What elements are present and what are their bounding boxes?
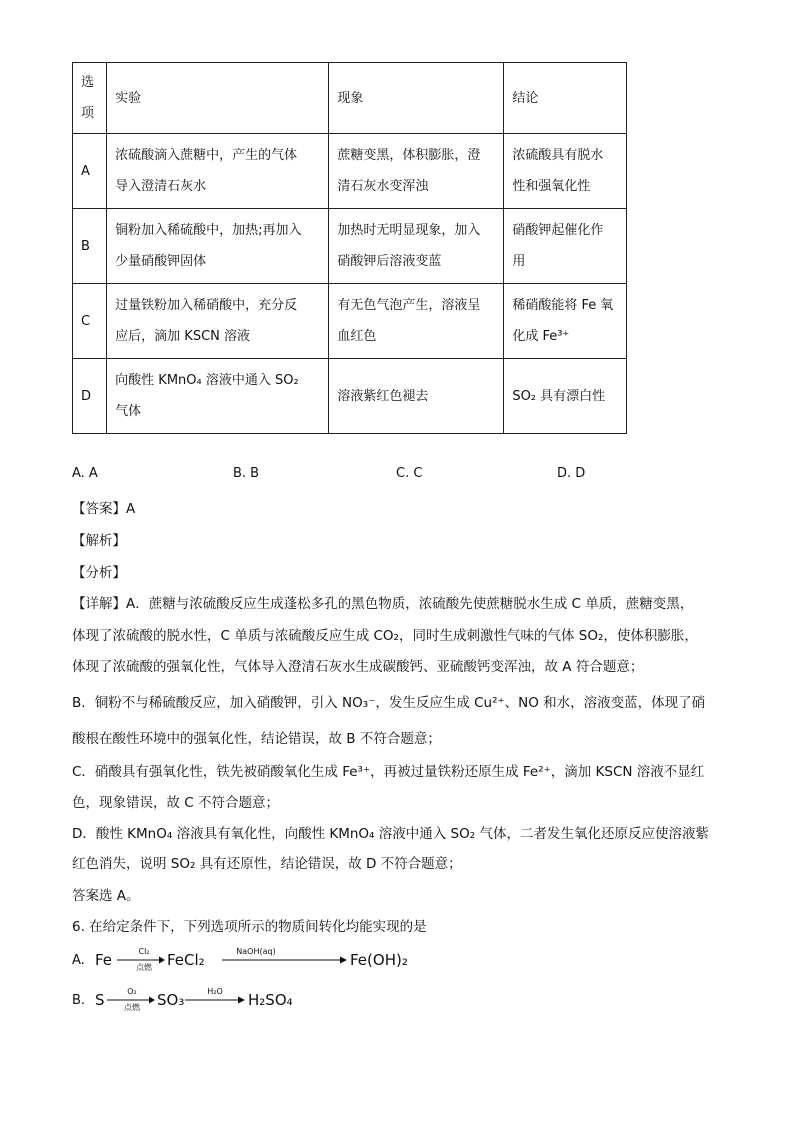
row-conclusion <box>504 134 627 209</box>
row-option: C <box>73 284 107 359</box>
reaction-species-2: SO₃ <box>157 991 185 1009</box>
detail-line-7: 色，现象错误，故 C 不符合题意； <box>72 795 280 811</box>
cell-line: 向酸性 KMnO₄ 溶液中通入 SO₂ <box>115 373 299 388</box>
reaction-option-a <box>72 947 408 975</box>
cell-line: 加热时无明显现象，加入 <box>337 223 481 238</box>
reaction-species-3: Fe(OH)₂ <box>350 951 408 969</box>
row-experiment <box>107 284 329 359</box>
answer-tag: 【答案】 <box>72 501 126 517</box>
row-conclusion: SO₂ 具有漂白性 <box>504 359 627 434</box>
detail-line-6: C．硝酸具有强氧化性，铁先被硝酸氧化生成 Fe³⁺，再被过量铁粉还原生成 Fe²⁺，滴加 KSCN 溶液不显红 <box>72 764 705 780</box>
detail-line-3: 体现了浓硫酸的强氧化性，气体导入澄清石灰水生成碳酸钙、亚硫酸钙变浑浊，故 A 符合题意； <box>72 659 644 675</box>
cell-line: 浓硫酸具有脱水 <box>512 148 604 163</box>
detail-text: A．蔗糖与浓硫酸反应生成蓬松多孔的黑色物质，浓硫酸先使蔗糖脱水生成 C 单质，蔗糖变黑， <box>126 596 694 612</box>
detail-line-1 <box>72 592 693 612</box>
reaction-condition-1-top: Cl₂ <box>138 947 150 956</box>
header-phenomenon: 现象 <box>329 63 504 134</box>
cell-line: 有无色气泡产生，溶液呈 <box>337 298 481 313</box>
table-row-b <box>73 209 627 284</box>
table-row-d <box>73 359 627 434</box>
detail-line-10: 答案选 A。 <box>72 888 140 904</box>
header-option-char-1: 选 <box>81 75 95 90</box>
row-option: A <box>73 134 107 209</box>
row-experiment <box>107 209 329 284</box>
row-experiment <box>107 359 329 434</box>
header-conclusion: 结论 <box>504 63 627 134</box>
cell-line: 蔗糖变黑，体积膨胀，澄 <box>337 148 481 163</box>
reaction-label: A. <box>72 953 85 968</box>
cell-line: 硝酸钾后溶液变蓝 <box>337 254 442 269</box>
reaction-label: B. <box>72 993 86 1008</box>
reaction-condition-1-bottom: 点燃 <box>124 1003 140 1012</box>
cell-line: 应后，滴加 KSCN 溶液 <box>115 329 251 344</box>
cell-line: 稀硝酸能将 Fe 氧 <box>512 298 614 313</box>
experiment-table <box>72 62 627 434</box>
cell-line: 硝酸钾起催化作 <box>512 223 604 238</box>
cell-line: 清石灰水变浑浊 <box>337 179 429 194</box>
detail-line-9: 红色消失，说明 SO₂ 具有还原性，结论错误，故 D 不符合题意； <box>72 856 462 872</box>
detail-line-5: 酸根在酸性环境中的强氧化性，结论错误，故 B 不符合题意； <box>72 731 441 747</box>
detail-line-4: B．铜粉不与稀硫酸反应，加入硝酸钾，引入 NO₃⁻，发生反应生成 Cu²⁺、NO 和水，溶液变蓝，体现了硝 <box>72 695 706 711</box>
reaction-arrow-2 <box>222 955 347 965</box>
answer-value: A <box>126 501 136 517</box>
detail-line-2: 体现了浓硫酸的脱水性，C 单质与浓硫酸反应生成 CO₂，同时生成刺激性气味的气体 SO₂，使体积膨胀， <box>72 628 698 644</box>
reaction-condition-2-top: H₂O <box>207 987 223 996</box>
cell-line: 血红色 <box>337 329 377 344</box>
table-header-row <box>73 63 627 134</box>
row-phenomenon <box>329 284 504 359</box>
row-conclusion <box>504 284 627 359</box>
reaction-species-2: FeCl₂ <box>167 951 205 969</box>
row-phenomenon <box>329 209 504 284</box>
header-option <box>73 63 107 134</box>
reaction-species-1: S <box>95 991 105 1009</box>
cell-line: 铜粉加入稀硫酸中，加热;再加入 <box>115 223 302 238</box>
choice-a: A. A <box>72 466 98 481</box>
reaction-condition-1-bottom: 点燃 <box>136 963 152 972</box>
table-row-a <box>73 134 627 209</box>
choice-d: D. D <box>557 466 586 481</box>
reaction-condition-2-top: NaOH(aq) <box>236 947 276 956</box>
detail-line-8: D．酸性 KMnO₄ 溶液具有氧化性，向酸性 KMnO₄ 溶液中通入 SO₂ 气体，二者发生氧化还原反应使溶液紫 <box>72 826 709 842</box>
table-row-c <box>73 284 627 359</box>
reaction-condition-1-top: O₂ <box>127 987 137 996</box>
analysis-tag: 【解析】 <box>72 533 126 549</box>
fenxi-tag: 【分析】 <box>72 565 126 581</box>
reaction-arrow-2 <box>185 995 245 1005</box>
cell-line: 性和强氧化性 <box>512 179 591 194</box>
answer-line <box>72 497 135 517</box>
detail-tag: 【详解】 <box>72 596 126 612</box>
header-option-char-2: 项 <box>81 106 95 121</box>
row-phenomenon: 溶液紫红色褪去 <box>329 359 504 434</box>
cell-line: 气体 <box>115 404 142 419</box>
row-experiment <box>107 134 329 209</box>
reaction-species-1: Fe <box>95 951 113 969</box>
cell-line: 浓硫酸滴入蔗糖中，产生的气体 <box>115 148 298 163</box>
cell-line: 过量铁粉加入稀硝酸中，充分反 <box>115 298 298 313</box>
reaction-species-3: H₂SO₄ <box>248 991 293 1009</box>
header-experiment: 实验 <box>107 63 329 134</box>
answer-choices <box>72 466 722 484</box>
question-6-stem: 6. 在给定条件下，下列选项所示的物质间转化均能实现的是 <box>72 919 427 935</box>
choice-c: C. C <box>396 466 423 481</box>
reaction-option-b <box>72 989 372 1015</box>
cell-line: 化成 Fe³⁺ <box>512 329 570 344</box>
row-phenomenon <box>329 134 504 209</box>
row-option: D <box>73 359 107 434</box>
cell-line: 导入澄清石灰水 <box>115 179 207 194</box>
cell-line: 用 <box>512 254 526 269</box>
row-option: B <box>73 209 107 284</box>
cell-line: 少量硝酸钾固体 <box>115 254 207 269</box>
row-conclusion <box>504 209 627 284</box>
choice-b: B. B <box>233 466 260 481</box>
